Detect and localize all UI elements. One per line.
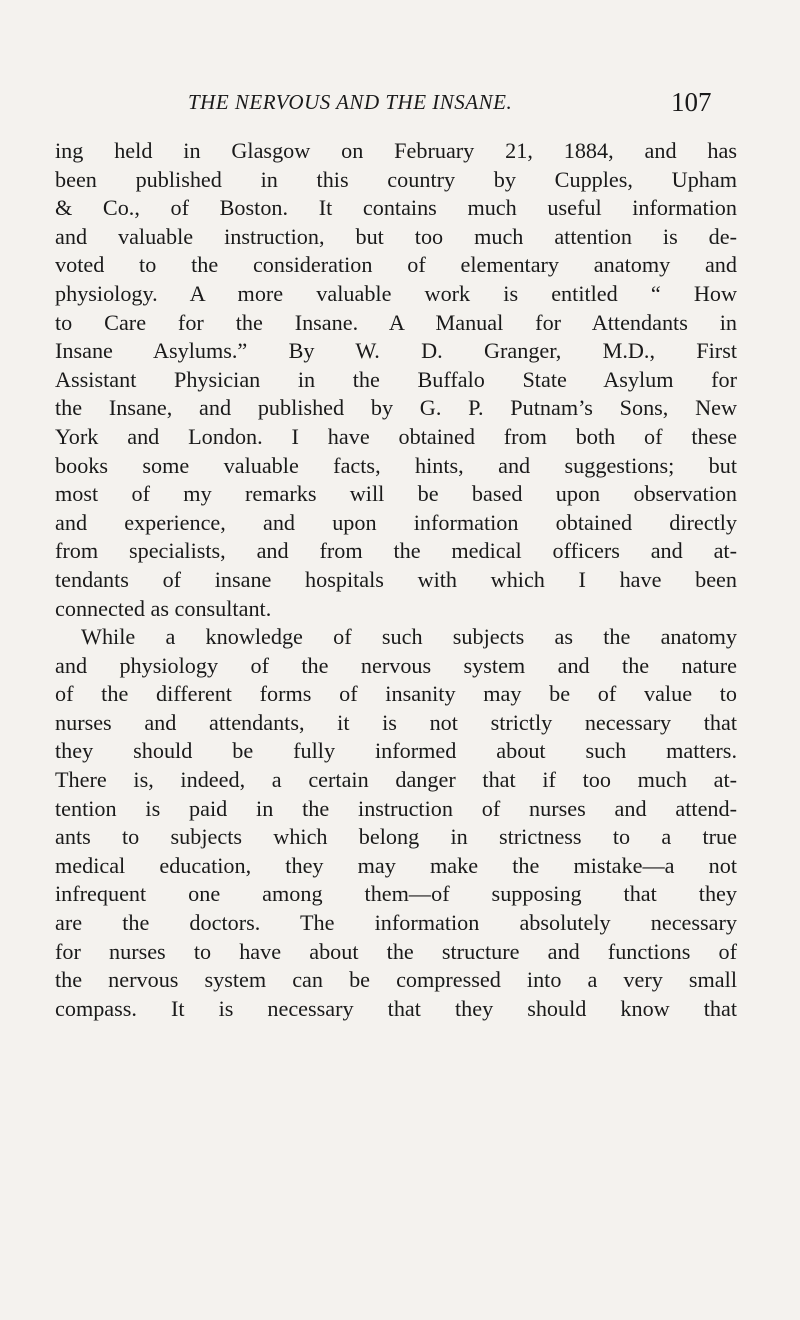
text-line: for nurses to have about the structure and functions of [55, 938, 737, 964]
text-line: York and London. I have obtained from both of these [55, 423, 737, 449]
running-head [0, 88, 800, 128]
text-line: been published in this country by Cupples, Upham [55, 166, 737, 192]
text-line: most of my remarks will be based upon observation [55, 481, 737, 507]
text-line: and valuable instruction, but too much attention is de- [55, 223, 737, 249]
text-line: tention is paid in the instruction of nurses and attend- [55, 795, 737, 821]
text-line: medical education, they may make the mistake—a not [55, 852, 737, 878]
text-line: Assistant Physician in the Buffalo State Asylum for [55, 366, 737, 392]
text-line: and physiology of the nervous system and the nature [55, 652, 737, 678]
text-line: the nervous system can be compressed into a very small [55, 967, 737, 993]
text-line: connected as consultant. [55, 595, 272, 621]
text-line: nurses and attendants, it is not strictly necessary that [55, 709, 737, 735]
text-line: to Care for the Insane. A Manual for Attendants in [55, 309, 737, 335]
text-line: physiology. A more valuable work is entitled “ How [55, 280, 737, 306]
text-line: Insane Asylums.” By W. D. Granger, M.D., First [55, 338, 737, 364]
text-line: and experience, and upon information obtained directly [55, 509, 737, 535]
text-line: infrequent one among them—of supposing that they [55, 881, 737, 907]
text-line: tendants of insane hospitals with which I have been [55, 566, 737, 592]
text-line: the Insane, and published by G. P. Putnam’s Sons, New [55, 395, 737, 421]
text-line: While a knowledge of such subjects as the anatomy [81, 624, 737, 650]
text-line: ants to subjects which belong in strictness to a true [55, 824, 737, 850]
text-line: compass. It is necessary that they should know that [55, 995, 737, 1021]
text-line: from specialists, and from the medical officers and at- [55, 538, 737, 564]
text-line: ing held in Glasgow on February 21, 1884, and has [55, 138, 737, 163]
text-line: There is, indeed, a certain danger that if too much at- [55, 767, 737, 793]
text-line: of the different forms of insanity may be of value to [55, 681, 737, 707]
text-line: are the doctors. The information absolutely necessary [55, 910, 737, 936]
text-line: voted to the consideration of elementary anatomy and [55, 252, 737, 278]
body-text [55, 137, 737, 1023]
text-line: books some valuable facts, hints, and suggestions; but [55, 452, 737, 478]
text-line: & Co., of Boston. It contains much useful information [55, 195, 737, 221]
text-line: they should be fully informed about such matters. [55, 738, 737, 764]
running-title: THE NERVOUS AND THE INSANE. [188, 90, 513, 114]
page-number: 107 [671, 87, 712, 117]
